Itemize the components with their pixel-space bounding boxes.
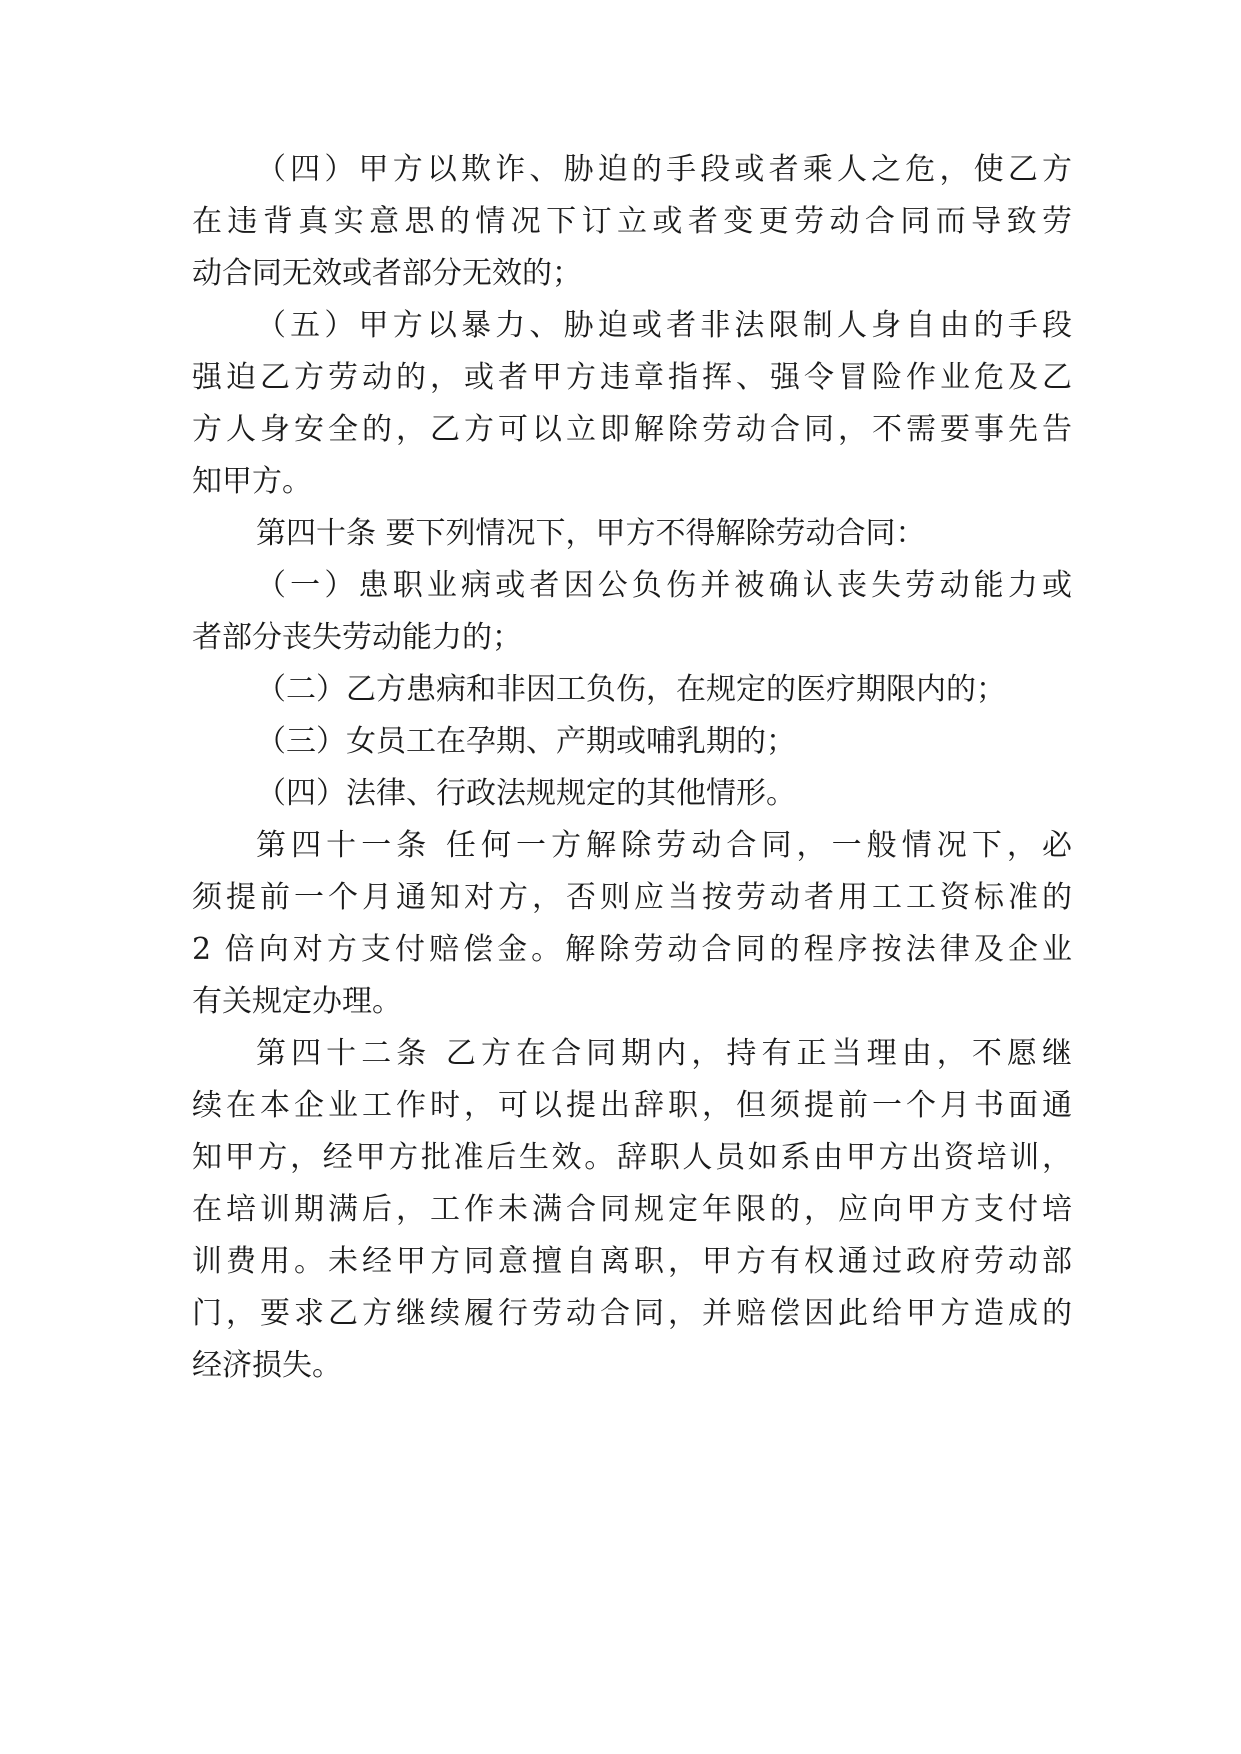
paragraph-line: 经济损失。 [192, 1348, 342, 1383]
paragraph-line: 在违背真实意思的情况下订立或者变更劳动合同而导致劳 [192, 204, 1072, 239]
paragraph-line: 须提前一个月通知对方，否则应当按劳动者用工工资标准的 [192, 880, 1072, 915]
paragraph-line: 第四十二条 乙方在合同期内，持有正当理由，不愿继 [256, 1036, 1072, 1071]
paragraph-line: 在培训期满后，工作未满合同规定年限的，应向甲方支付培 [192, 1192, 1072, 1227]
paragraph-line: 2 倍向对方支付赔偿金。解除劳动合同的程序按法律及企业 [192, 932, 1072, 967]
article-heading-line: 第四十条 要下列情况下，甲方不得解除劳动合同： [256, 516, 926, 551]
paragraph-line: 者部分丧失劳动能力的； [192, 620, 522, 655]
paragraph-line: 第四十一条 任何一方解除劳动合同，一般情况下，必 [256, 828, 1072, 863]
paragraph-line: 知甲方。 [192, 464, 312, 499]
paragraph-line: （四）甲方以欺诈、胁迫的手段或者乘人之危，使乙方 [256, 152, 1072, 187]
paragraph-line: 动合同无效或者部分无效的； [192, 256, 582, 291]
paragraph-line: （一）患职业病或者因公负伤并被确认丧失劳动能力或 [256, 568, 1072, 603]
paragraph-line: （二）乙方患病和非因工负伤，在规定的医疗期限内的； [256, 672, 1006, 707]
paragraph-line: 训费用。未经甲方同意擅自离职，甲方有权通过政府劳动部 [192, 1244, 1072, 1279]
paragraph-line: 门，要求乙方继续履行劳动合同，并赔偿因此给甲方造成的 [192, 1296, 1072, 1331]
paragraph-line: 续在本企业工作时，可以提出辞职，但须提前一个月书面通 [192, 1088, 1072, 1123]
paragraph-line: 方人身安全的，乙方可以立即解除劳动合同，不需要事先告 [192, 412, 1072, 447]
paragraph-line: 有关规定办理。 [192, 984, 402, 1019]
paragraph-line: （三）女员工在孕期、产期或哺乳期的； [256, 724, 796, 759]
paragraph-line: 知甲方，经甲方批准后生效。辞职人员如系由甲方出资培训， [192, 1140, 1072, 1175]
paragraph-line: 强迫乙方劳动的，或者甲方违章指挥、强令冒险作业危及乙 [192, 360, 1072, 395]
paragraph-line: （五）甲方以暴力、胁迫或者非法限制人身自由的手段 [256, 308, 1072, 343]
paragraph-line: （四）法律、行政法规规定的其他情形。 [256, 776, 796, 811]
